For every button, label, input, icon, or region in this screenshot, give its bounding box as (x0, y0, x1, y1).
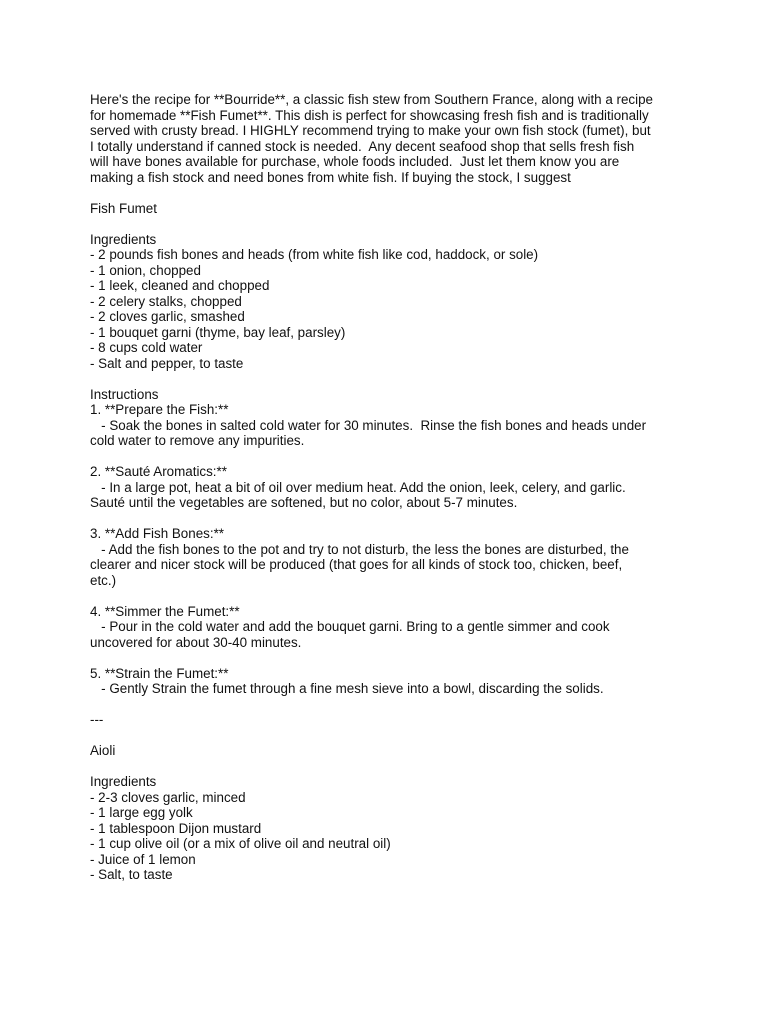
aioli-ingredients-heading: Ingredients (90, 774, 157, 789)
intro-line: Here's the recipe for **Bourride**, a classic fish stew from Southern France, along with a recipe (90, 92, 653, 107)
ingredient-item: - 1 tablespoon Dijon mustard (90, 820, 262, 836)
instruction-step-5 (90, 666, 690, 697)
fumet-ingredients (90, 232, 690, 372)
step-line: - Pour in the cold water and add the bouquet garni. Bring to a gentle simmer and cook (90, 619, 610, 634)
instruction-step-1 (90, 402, 690, 449)
aioli-title: Aioli (90, 743, 116, 758)
intro-line: for homemade **Fish Fumet**. This dish is perfect for showcasing fresh fish and is traditionally (90, 107, 649, 123)
fumet-instructions (90, 387, 690, 697)
spacer (90, 371, 690, 387)
fumet-title: Fish Fumet (90, 200, 157, 216)
step-line: - Soak the bones in salted cold water for 30 minutes. Rinse the fish bones and heads under (90, 417, 647, 433)
spacer (90, 759, 690, 775)
ingredient-item: - 1 bouquet garni (thyme, bay leaf, parsley) (90, 324, 346, 340)
ingredient-item: - 1 cup olive oil (or a mix of olive oil and neutral oil) (90, 836, 391, 851)
spacer (90, 588, 690, 604)
ingredient-item: - 1 leek, cleaned and chopped (90, 278, 270, 293)
step-line: 5. **Strain the Fumet:** (90, 665, 229, 681)
step-line: uncovered for about 30-40 minutes. (90, 634, 302, 650)
ingredient-item: - 1 large egg yolk (90, 805, 193, 820)
ingredient-item: - 2 pounds fish bones and heads (from white fish like cod, haddock, or sole) (90, 247, 539, 262)
intro-line: served with crusty bread. I HIGHLY recommend trying to make your own fish stock (fumet), but (90, 123, 651, 138)
step-line: 2. **Sauté Aromatics:** (90, 464, 227, 479)
ingredient-item: - Salt, to taste (90, 867, 173, 882)
step-line: - Add the fish bones to the pot and try to not disturb, the less the bones are disturbed, the (90, 541, 629, 557)
spacer (90, 216, 690, 232)
instruction-step-2 (90, 464, 690, 511)
ingredient-item: - 2 cloves garlic, smashed (90, 309, 245, 324)
fumet-ingredients-heading: Ingredients (90, 231, 157, 247)
spacer (90, 449, 690, 465)
ingredient-item: - 2 celery stalks, chopped (90, 293, 242, 309)
step-line: cold water to remove any impurities. (90, 433, 305, 448)
spacer (90, 728, 690, 744)
fumet-instructions-heading: Instructions (90, 386, 159, 402)
ingredient-item: - 1 onion, chopped (90, 262, 201, 278)
spacer (90, 650, 690, 666)
spacer (90, 185, 690, 201)
document-page (90, 92, 690, 883)
intro-line: making a fish stock and need bones from white fish. If buying the stock, I suggest (90, 169, 571, 185)
aioli-ingredients (90, 774, 690, 883)
ingredient-item: - Juice of 1 lemon (90, 851, 196, 867)
step-line: - In a large pot, heat a bit of oil over medium heat. Add the onion, leek, celery, and garlic. (90, 479, 626, 495)
step-line: 1. **Prepare the Fish:** (90, 402, 229, 417)
ingredient-item: - 2-3 cloves garlic, minced (90, 789, 246, 805)
instruction-step-4 (90, 604, 690, 651)
ingredient-item: - Salt and pepper, to taste (90, 355, 244, 371)
spacer (90, 511, 690, 527)
step-line: etc.) (90, 572, 117, 588)
step-line: 3. **Add Fish Bones:** (90, 526, 224, 541)
instruction-step-3 (90, 526, 690, 588)
spacer (90, 697, 690, 713)
step-line: 4. **Simmer the Fumet:** (90, 603, 240, 619)
step-line: - Gently Strain the fumet through a fine mesh sieve into a bowl, discarding the solids. (90, 681, 604, 696)
intro-line: will have bones available for purchase, whole foods included. Just let them know you are (90, 154, 620, 169)
step-line: Sauté until the vegetables are softened, but no color, about 5-7 minutes. (90, 495, 518, 510)
intro-paragraph (90, 92, 690, 185)
intro-line: I totally understand if canned stock is needed. Any decent seafood shop that sells fresh fish (90, 138, 635, 154)
ingredient-item: - 8 cups cold water (90, 340, 203, 355)
section-separator: --- (90, 712, 104, 727)
step-line: clearer and nicer stock will be produced (that goes for all kinds of stock too, chicken, beef, (90, 557, 623, 572)
